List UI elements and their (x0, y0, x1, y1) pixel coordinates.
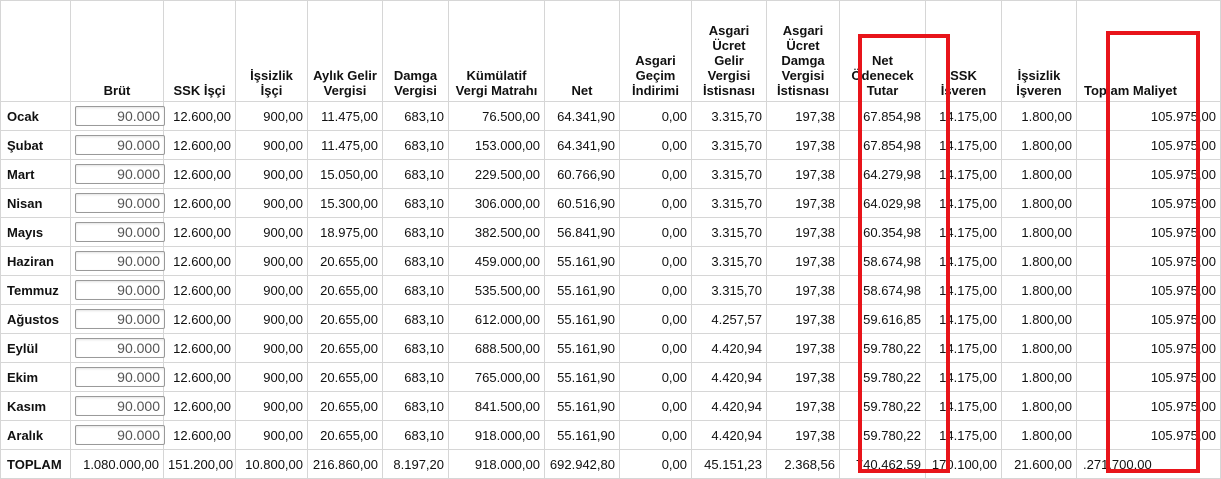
au-gelir-cell: 3.315,70 (692, 160, 767, 189)
month-label: Eylül (1, 334, 71, 363)
ssk-isci-cell: 12.600,00 (164, 276, 236, 305)
ssk-isveren-cell: 14.175,00 (926, 160, 1002, 189)
net-cell: 56.841,90 (545, 218, 620, 247)
ssk-isveren-cell: 14.175,00 (926, 305, 1002, 334)
kumulatif-cell: 229.500,00 (449, 160, 545, 189)
au-damga-cell: 197,38 (767, 218, 840, 247)
au-gelir-cell: 4.420,94 (692, 363, 767, 392)
issizlik-isci-cell: 900,00 (236, 218, 308, 247)
toplam-maliyet-cell: 105.975,00 (1077, 421, 1221, 450)
brut-cell (71, 421, 164, 450)
agi-cell: 0,00 (620, 131, 692, 160)
header-asgari-gecim-indirimi: Asgari Geçim İndirimi (620, 1, 692, 102)
total-row (1, 450, 1221, 479)
au-damga-cell: 197,38 (767, 189, 840, 218)
total-toplam-maliyet: .271.700,00 (1077, 450, 1221, 479)
au-damga-cell: 197,38 (767, 276, 840, 305)
agi-cell: 0,00 (620, 247, 692, 276)
agi-cell: 0,00 (620, 218, 692, 247)
issizlik-isveren-cell: 1.800,00 (1002, 363, 1077, 392)
damga-vergisi-cell: 683,10 (383, 421, 449, 450)
table-row (1, 305, 1221, 334)
au-gelir-cell: 3.315,70 (692, 218, 767, 247)
issizlik-isci-cell: 900,00 (236, 305, 308, 334)
net-cell: 55.161,90 (545, 363, 620, 392)
issizlik-isveren-cell: 1.800,00 (1002, 392, 1077, 421)
brut-input[interactable] (75, 309, 165, 329)
header-aylik-gelir-vergisi: Aylık Gelir Vergisi (308, 1, 383, 102)
issizlik-isveren-cell: 1.800,00 (1002, 131, 1077, 160)
total-ssk-isveren: 170.100,00 (926, 450, 1002, 479)
net-odenecek-cell: 67.854,98 (840, 131, 926, 160)
kumulatif-cell: 688.500,00 (449, 334, 545, 363)
net-cell: 55.161,90 (545, 247, 620, 276)
ssk-isveren-cell: 14.175,00 (926, 421, 1002, 450)
gelir-vergisi-cell: 20.655,00 (308, 334, 383, 363)
net-cell: 55.161,90 (545, 421, 620, 450)
damga-vergisi-cell: 683,10 (383, 218, 449, 247)
issizlik-isveren-cell: 1.800,00 (1002, 276, 1077, 305)
agi-cell: 0,00 (620, 189, 692, 218)
agi-cell: 0,00 (620, 392, 692, 421)
ssk-isveren-cell: 14.175,00 (926, 189, 1002, 218)
header-kumulatif-vergi-matrahi: Kümülatif Vergi Matrahı (449, 1, 545, 102)
header-row (1, 1, 1221, 102)
gelir-vergisi-cell: 11.475,00 (308, 102, 383, 131)
net-odenecek-cell: 59.616,85 (840, 305, 926, 334)
brut-input[interactable] (75, 106, 165, 126)
brut-input[interactable] (75, 367, 165, 387)
issizlik-isci-cell: 900,00 (236, 160, 308, 189)
table-row (1, 363, 1221, 392)
brut-cell (71, 363, 164, 392)
header-issizlik-isveren: İşsizlik İşveren (1002, 1, 1077, 102)
ssk-isci-cell: 12.600,00 (164, 189, 236, 218)
total-agi: 0,00 (620, 450, 692, 479)
month-label: Kasım (1, 392, 71, 421)
header-net-odenecek-tutar: Net Ödenecek Tutar (840, 1, 926, 102)
total-gelir-vergisi: 216.860,00 (308, 450, 383, 479)
issizlik-isveren-cell: 1.800,00 (1002, 189, 1077, 218)
brut-cell (71, 392, 164, 421)
month-label: Temmuz (1, 276, 71, 305)
brut-input[interactable] (75, 425, 165, 445)
agi-cell: 0,00 (620, 334, 692, 363)
gelir-vergisi-cell: 20.655,00 (308, 363, 383, 392)
damga-vergisi-cell: 683,10 (383, 131, 449, 160)
month-label: Nisan (1, 189, 71, 218)
issizlik-isveren-cell: 1.800,00 (1002, 421, 1077, 450)
toplam-maliyet-cell: 105.975,00 (1077, 131, 1221, 160)
brut-input[interactable] (75, 251, 165, 271)
table-row (1, 421, 1221, 450)
brut-cell (71, 131, 164, 160)
toplam-maliyet-cell: 105.975,00 (1077, 247, 1221, 276)
au-damga-cell: 197,38 (767, 247, 840, 276)
au-gelir-cell: 3.315,70 (692, 131, 767, 160)
brut-input[interactable] (75, 280, 165, 300)
au-damga-cell: 197,38 (767, 102, 840, 131)
ssk-isci-cell: 12.600,00 (164, 218, 236, 247)
total-net-odenecek: 740.462,59 (840, 450, 926, 479)
kumulatif-cell: 76.500,00 (449, 102, 545, 131)
toplam-maliyet-cell: 105.975,00 (1077, 102, 1221, 131)
header-asgari-ucret-gelir-vergisi-istisnasi: Asgari Ücret Gelir Vergisi İstisnası (692, 1, 767, 102)
total-au-gelir: 45.151,23 (692, 450, 767, 479)
table-row (1, 392, 1221, 421)
net-cell: 55.161,90 (545, 276, 620, 305)
issizlik-isci-cell: 900,00 (236, 276, 308, 305)
brut-cell (71, 305, 164, 334)
ssk-isci-cell: 12.600,00 (164, 334, 236, 363)
net-cell: 64.341,90 (545, 102, 620, 131)
agi-cell: 0,00 (620, 276, 692, 305)
toplam-maliyet-cell: 105.975,00 (1077, 363, 1221, 392)
damga-vergisi-cell: 683,10 (383, 189, 449, 218)
month-label: Aralık (1, 421, 71, 450)
au-gelir-cell: 4.420,94 (692, 392, 767, 421)
au-damga-cell: 197,38 (767, 421, 840, 450)
agi-cell: 0,00 (620, 305, 692, 334)
month-label: Ocak (1, 102, 71, 131)
header-issizlik-isci: İşsizlik İşçi (236, 1, 308, 102)
month-label: Mart (1, 160, 71, 189)
month-label: Ağustos (1, 305, 71, 334)
au-damga-cell: 197,38 (767, 392, 840, 421)
ssk-isveren-cell: 14.175,00 (926, 131, 1002, 160)
toplam-maliyet-cell: 105.975,00 (1077, 305, 1221, 334)
au-damga-cell: 197,38 (767, 334, 840, 363)
ssk-isci-cell: 12.600,00 (164, 392, 236, 421)
month-label: Ekim (1, 363, 71, 392)
damga-vergisi-cell: 683,10 (383, 363, 449, 392)
header-asgari-ucret-damga-vergisi-istisnasi: Asgari Ücret Damga Vergisi İstisnası (767, 1, 840, 102)
net-cell: 60.766,90 (545, 160, 620, 189)
damga-vergisi-cell: 683,10 (383, 276, 449, 305)
brut-input[interactable] (75, 135, 165, 155)
au-gelir-cell: 3.315,70 (692, 189, 767, 218)
month-label: Şubat (1, 131, 71, 160)
brut-cell (71, 102, 164, 131)
kumulatif-cell: 841.500,00 (449, 392, 545, 421)
ssk-isveren-cell: 14.175,00 (926, 363, 1002, 392)
month-label: Haziran (1, 247, 71, 276)
header-net: Net (545, 1, 620, 102)
brut-input[interactable] (75, 338, 165, 358)
gelir-vergisi-cell: 18.975,00 (308, 218, 383, 247)
gelir-vergisi-cell: 20.655,00 (308, 247, 383, 276)
au-damga-cell: 197,38 (767, 160, 840, 189)
header-ssk-isci: SSK İşçi (164, 1, 236, 102)
ssk-isveren-cell: 14.175,00 (926, 392, 1002, 421)
month-label: Mayıs (1, 218, 71, 247)
net-odenecek-cell: 59.780,22 (840, 363, 926, 392)
net-odenecek-cell: 58.674,98 (840, 276, 926, 305)
table-row (1, 131, 1221, 160)
ssk-isveren-cell: 14.175,00 (926, 276, 1002, 305)
gelir-vergisi-cell: 11.475,00 (308, 131, 383, 160)
table-row (1, 189, 1221, 218)
header-brut: Brüt (71, 1, 164, 102)
ssk-isci-cell: 12.600,00 (164, 131, 236, 160)
kumulatif-cell: 918.000,00 (449, 421, 545, 450)
ssk-isveren-cell: 14.175,00 (926, 334, 1002, 363)
damga-vergisi-cell: 683,10 (383, 160, 449, 189)
au-gelir-cell: 3.315,70 (692, 102, 767, 131)
kumulatif-cell: 153.000,00 (449, 131, 545, 160)
damga-vergisi-cell: 683,10 (383, 305, 449, 334)
brut-cell (71, 218, 164, 247)
gelir-vergisi-cell: 20.655,00 (308, 392, 383, 421)
issizlik-isci-cell: 900,00 (236, 392, 308, 421)
net-cell: 55.161,90 (545, 334, 620, 363)
net-odenecek-cell: 64.279,98 (840, 160, 926, 189)
net-cell: 55.161,90 (545, 305, 620, 334)
net-odenecek-cell: 59.780,22 (840, 334, 926, 363)
ssk-isci-cell: 12.600,00 (164, 247, 236, 276)
issizlik-isveren-cell: 1.800,00 (1002, 334, 1077, 363)
toplam-maliyet-cell: 105.975,00 (1077, 189, 1221, 218)
header-month (1, 1, 71, 102)
au-damga-cell: 197,38 (767, 131, 840, 160)
total-label: TOPLAM (1, 450, 71, 479)
ssk-isveren-cell: 14.175,00 (926, 102, 1002, 131)
au-damga-cell: 197,38 (767, 363, 840, 392)
brut-input[interactable] (75, 222, 165, 242)
damga-vergisi-cell: 683,10 (383, 392, 449, 421)
au-gelir-cell: 3.315,70 (692, 247, 767, 276)
net-odenecek-cell: 64.029,98 (840, 189, 926, 218)
toplam-maliyet-cell: 105.975,00 (1077, 160, 1221, 189)
brut-cell (71, 160, 164, 189)
header-ssk-isveren: SSK İşveren (926, 1, 1002, 102)
ssk-isci-cell: 12.600,00 (164, 160, 236, 189)
issizlik-isveren-cell: 1.800,00 (1002, 247, 1077, 276)
issizlik-isveren-cell: 1.800,00 (1002, 305, 1077, 334)
net-odenecek-cell: 59.780,22 (840, 421, 926, 450)
table-row (1, 334, 1221, 363)
brut-cell (71, 334, 164, 363)
gelir-vergisi-cell: 20.655,00 (308, 276, 383, 305)
total-au-damga: 2.368,56 (767, 450, 840, 479)
toplam-maliyet-cell: 105.975,00 (1077, 276, 1221, 305)
toplam-maliyet-cell: 105.975,00 (1077, 334, 1221, 363)
brut-cell (71, 247, 164, 276)
header-toplam-maliyet: Toplam Maliyet (1077, 1, 1221, 102)
total-kumulatif: 918.000,00 (449, 450, 545, 479)
net-cell: 55.161,90 (545, 392, 620, 421)
issizlik-isci-cell: 900,00 (236, 102, 308, 131)
damga-vergisi-cell: 683,10 (383, 334, 449, 363)
au-gelir-cell: 4.420,94 (692, 421, 767, 450)
damga-vergisi-cell: 683,10 (383, 247, 449, 276)
net-odenecek-cell: 59.780,22 (840, 392, 926, 421)
brut-cell (71, 189, 164, 218)
total-issizlik-isveren: 21.600,00 (1002, 450, 1077, 479)
header-damga-vergisi: Damga Vergisi (383, 1, 449, 102)
net-cell: 60.516,90 (545, 189, 620, 218)
total-brut: 1.080.000,00 (71, 450, 164, 479)
net-cell: 64.341,90 (545, 131, 620, 160)
toplam-maliyet-cell: 105.975,00 (1077, 392, 1221, 421)
kumulatif-cell: 765.000,00 (449, 363, 545, 392)
ssk-isci-cell: 12.600,00 (164, 363, 236, 392)
net-odenecek-cell: 58.674,98 (840, 247, 926, 276)
gelir-vergisi-cell: 15.300,00 (308, 189, 383, 218)
issizlik-isveren-cell: 1.800,00 (1002, 218, 1077, 247)
issizlik-isci-cell: 900,00 (236, 247, 308, 276)
kumulatif-cell: 612.000,00 (449, 305, 545, 334)
kumulatif-cell: 382.500,00 (449, 218, 545, 247)
brut-cell (71, 276, 164, 305)
issizlik-isci-cell: 900,00 (236, 189, 308, 218)
issizlik-isveren-cell: 1.800,00 (1002, 102, 1077, 131)
table-row (1, 218, 1221, 247)
au-gelir-cell: 4.420,94 (692, 334, 767, 363)
kumulatif-cell: 535.500,00 (449, 276, 545, 305)
ssk-isveren-cell: 14.175,00 (926, 218, 1002, 247)
net-odenecek-cell: 60.354,98 (840, 218, 926, 247)
agi-cell: 0,00 (620, 102, 692, 131)
table-row (1, 160, 1221, 189)
gelir-vergisi-cell: 15.050,00 (308, 160, 383, 189)
au-gelir-cell: 3.315,70 (692, 276, 767, 305)
agi-cell: 0,00 (620, 160, 692, 189)
net-odenecek-cell: 67.854,98 (840, 102, 926, 131)
ssk-isci-cell: 12.600,00 (164, 305, 236, 334)
table-row (1, 276, 1221, 305)
issizlik-isci-cell: 900,00 (236, 131, 308, 160)
ssk-isci-cell: 12.600,00 (164, 102, 236, 131)
total-ssk-isci: 151.200,00 (164, 450, 236, 479)
issizlik-isci-cell: 900,00 (236, 421, 308, 450)
issizlik-isci-cell: 900,00 (236, 334, 308, 363)
agi-cell: 0,00 (620, 421, 692, 450)
ssk-isveren-cell: 14.175,00 (926, 247, 1002, 276)
agi-cell: 0,00 (620, 363, 692, 392)
kumulatif-cell: 306.000,00 (449, 189, 545, 218)
table-row (1, 247, 1221, 276)
damga-vergisi-cell: 683,10 (383, 102, 449, 131)
issizlik-isveren-cell: 1.800,00 (1002, 160, 1077, 189)
gelir-vergisi-cell: 20.655,00 (308, 305, 383, 334)
au-damga-cell: 197,38 (767, 305, 840, 334)
brut-input[interactable] (75, 164, 165, 184)
total-issizlik-isci: 10.800,00 (236, 450, 308, 479)
ssk-isci-cell: 12.600,00 (164, 421, 236, 450)
total-net: 692.942,80 (545, 450, 620, 479)
table-row (1, 102, 1221, 131)
issizlik-isci-cell: 900,00 (236, 363, 308, 392)
total-damga-vergisi: 8.197,20 (383, 450, 449, 479)
brut-input[interactable] (75, 396, 165, 416)
kumulatif-cell: 459.000,00 (449, 247, 545, 276)
brut-input[interactable] (75, 193, 165, 213)
au-gelir-cell: 4.257,57 (692, 305, 767, 334)
gelir-vergisi-cell: 20.655,00 (308, 421, 383, 450)
toplam-maliyet-cell: 105.975,00 (1077, 218, 1221, 247)
